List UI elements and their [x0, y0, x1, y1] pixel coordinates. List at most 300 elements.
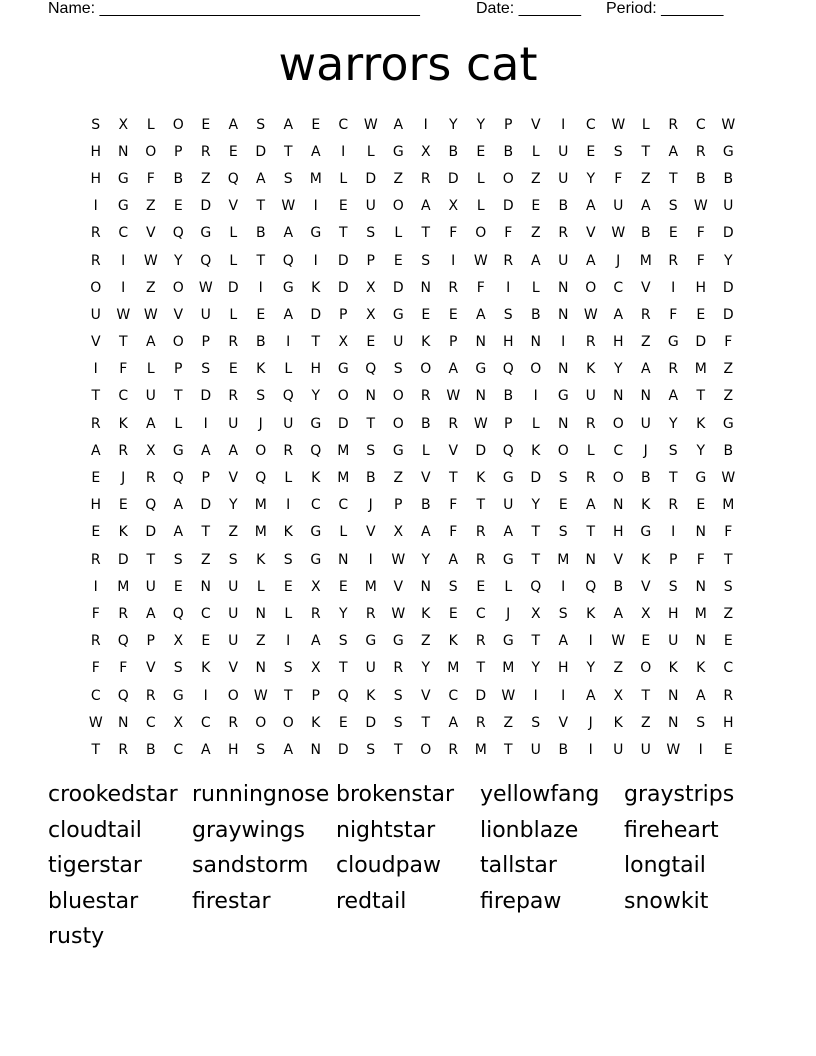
- grid-letter: A: [695, 687, 706, 704]
- grid-letter: I: [203, 415, 208, 432]
- grid-letter: T: [338, 660, 348, 677]
- grid-letter: O: [90, 279, 102, 296]
- grid-letter: Y: [173, 252, 183, 269]
- grid-letter: B: [640, 225, 651, 242]
- grid-letter: C: [613, 442, 624, 459]
- grid-letter: E: [338, 578, 348, 595]
- grid-letter: Q: [227, 170, 239, 187]
- grid-letter: F: [476, 279, 485, 296]
- grid-letter: E: [228, 143, 238, 160]
- grid-letter: W: [281, 198, 296, 215]
- grid-letter: C: [338, 497, 349, 514]
- grid-letter: M: [502, 660, 515, 677]
- grid-letter: R: [90, 252, 101, 269]
- grid-letter: R: [448, 415, 459, 432]
- grid-row: [82, 220, 742, 247]
- grid-letter: O: [475, 225, 487, 242]
- grid-letter: E: [531, 198, 541, 215]
- grid-letter: L: [284, 361, 293, 378]
- grid-letter: A: [283, 306, 294, 323]
- word-list-item: crookedstar: [48, 782, 178, 807]
- grid-letter: R: [228, 714, 239, 731]
- grid-letter: Z: [613, 660, 624, 677]
- grid-letter: R: [448, 741, 459, 758]
- grid-letter: A: [145, 605, 156, 622]
- grid-letter: L: [146, 116, 155, 133]
- word-list-item: firepaw: [480, 888, 562, 914]
- grid-letter: U: [530, 741, 541, 758]
- grid-letter: R: [283, 442, 294, 459]
- grid-letter: D: [227, 279, 239, 296]
- grid-letter: S: [421, 252, 431, 269]
- grid-letter: V: [365, 524, 376, 541]
- grid-letter: H: [90, 143, 102, 160]
- grid-letter: S: [201, 361, 211, 378]
- page-title: warrors cat: [278, 37, 538, 91]
- grid-letter: V: [613, 551, 624, 568]
- grid-letter: E: [476, 143, 486, 160]
- grid-letter: N: [255, 605, 266, 622]
- grid-letter: S: [283, 660, 293, 677]
- grid-letter: F: [724, 334, 733, 351]
- grid-letter: B: [420, 497, 431, 514]
- grid-letter: N: [420, 578, 431, 595]
- grid-letter: N: [695, 524, 706, 541]
- grid-letter: M: [117, 578, 130, 595]
- grid-letter: Y: [338, 605, 348, 622]
- word-list-item: runningnose: [192, 782, 330, 807]
- grid-letter: F: [696, 252, 705, 269]
- grid-letter: O: [337, 388, 349, 405]
- grid-letter: K: [476, 470, 486, 487]
- grid-letter: D: [502, 198, 514, 215]
- grid-letter: V: [585, 225, 596, 242]
- grid-letter: W: [88, 714, 103, 731]
- grid-letter: A: [145, 415, 156, 432]
- grid-letter: D: [200, 388, 212, 405]
- grid-letter: A: [475, 306, 486, 323]
- word-list-item: redtail: [336, 888, 407, 914]
- grid-letter: I: [561, 578, 566, 595]
- grid-letter: P: [174, 143, 183, 160]
- grid-letter: W: [253, 687, 268, 704]
- grid-letter: V: [420, 470, 431, 487]
- grid-letter: U: [585, 388, 596, 405]
- grid-letter: M: [447, 660, 460, 677]
- grid-letter: N: [338, 551, 349, 568]
- grid-letter: R: [475, 551, 486, 568]
- grid-letter: V: [558, 714, 569, 731]
- grid-row: [82, 383, 742, 410]
- grid-letter: E: [173, 578, 183, 595]
- grid-letter: K: [613, 714, 623, 731]
- grid-letter: F: [91, 660, 100, 677]
- grid-letter: Z: [723, 388, 734, 405]
- grid-letter: P: [669, 551, 678, 568]
- grid-letter: L: [476, 170, 485, 187]
- grid-letter: T: [283, 143, 293, 160]
- grid-letter: H: [502, 334, 514, 351]
- grid-letter: L: [531, 415, 540, 432]
- grid-letter: E: [228, 361, 238, 378]
- grid-letter: B: [255, 334, 266, 351]
- grid-letter: D: [310, 306, 322, 323]
- grid-letter: R: [90, 415, 101, 432]
- grid-letter: N: [613, 388, 624, 405]
- grid-letter: L: [339, 524, 348, 541]
- grid-letter: R: [145, 470, 156, 487]
- grid-letter: Q: [172, 605, 184, 622]
- grid-letter: W: [198, 279, 213, 296]
- grid-letter: I: [341, 143, 346, 160]
- grid-letter: I: [313, 252, 318, 269]
- grid-letter: I: [671, 279, 676, 296]
- grid-letter: Y: [531, 660, 541, 677]
- grid-row: [82, 437, 742, 464]
- grid-letter: G: [557, 388, 569, 405]
- grid-letter: L: [174, 415, 183, 432]
- grid-letter: N: [695, 578, 706, 595]
- grid-letter: D: [365, 714, 377, 731]
- grid-letter: X: [613, 687, 624, 704]
- grid-letter: A: [420, 198, 431, 215]
- grid-letter: L: [504, 578, 513, 595]
- grid-letter: O: [282, 714, 294, 731]
- grid-letter: W: [611, 225, 626, 242]
- grid-letter: E: [696, 306, 706, 323]
- grid-letter: V: [530, 116, 541, 133]
- grid-letter: L: [284, 605, 293, 622]
- grid-letter: L: [366, 143, 375, 160]
- grid-letter: N: [475, 334, 486, 351]
- grid-letter: B: [503, 143, 514, 160]
- grid-letter: R: [365, 605, 376, 622]
- grid-letter: R: [695, 143, 706, 160]
- grid-letter: J: [616, 252, 621, 269]
- grid-letter: F: [146, 170, 155, 187]
- grid-letter: F: [696, 551, 705, 568]
- grid-letter: X: [393, 524, 404, 541]
- grid-letter: Y: [448, 116, 458, 133]
- grid-letter: I: [698, 741, 703, 758]
- grid-letter: R: [90, 225, 101, 242]
- grid-letter: A: [228, 442, 239, 459]
- grid-letter: A: [420, 524, 431, 541]
- grid-letter: E: [173, 198, 183, 215]
- word-list-item: sandstorm: [192, 853, 309, 878]
- grid-letter: T: [201, 524, 211, 541]
- grid-letter: E: [118, 497, 128, 514]
- grid-letter: A: [585, 252, 596, 269]
- grid-letter: D: [365, 170, 377, 187]
- grid-letter: T: [421, 225, 431, 242]
- grid-letter: G: [502, 633, 514, 650]
- grid-letter: D: [145, 524, 157, 541]
- grid-letter: J: [643, 442, 648, 459]
- grid-letter: D: [475, 442, 487, 459]
- grid-letter: U: [90, 306, 101, 323]
- grid-letter: X: [173, 633, 184, 650]
- word-list-item: snowkit: [624, 888, 709, 914]
- grid-letter: A: [228, 116, 239, 133]
- grid-letter: S: [256, 116, 266, 133]
- grid-letter: E: [338, 714, 348, 731]
- grid-letter: B: [558, 741, 569, 758]
- grid-letter: V: [448, 442, 459, 459]
- grid-letter: T: [366, 415, 376, 432]
- grid-letter: Z: [420, 633, 431, 650]
- grid-letter: G: [722, 143, 734, 160]
- grid-letter: G: [337, 361, 349, 378]
- grid-letter: M: [474, 741, 487, 758]
- grid-letter: T: [586, 524, 596, 541]
- grid-letter: Y: [696, 442, 706, 459]
- period-field-label: Period: _______: [606, 0, 724, 17]
- grid-letter: N: [695, 633, 706, 650]
- grid-letter: K: [366, 687, 376, 704]
- grid-letter: T: [338, 225, 348, 242]
- grid-letter: Q: [117, 633, 129, 650]
- grid-row: [82, 410, 742, 437]
- grid-letter: H: [612, 334, 624, 351]
- grid-letter: R: [228, 334, 239, 351]
- grid-letter: T: [476, 660, 486, 677]
- grid-letter: M: [337, 470, 350, 487]
- grid-letter: D: [722, 279, 734, 296]
- grid-letter: R: [475, 633, 486, 650]
- grid-letter: B: [530, 306, 541, 323]
- grid-letter: R: [420, 170, 431, 187]
- grid-letter: D: [337, 415, 349, 432]
- grid-letter: S: [283, 170, 293, 187]
- grid-letter: K: [256, 551, 266, 568]
- grid-letter: U: [558, 170, 569, 187]
- grid-letter: W: [363, 116, 378, 133]
- grid-row: [82, 573, 742, 600]
- grid-letter: E: [366, 334, 376, 351]
- grid-letter: P: [201, 470, 210, 487]
- grid-letter: Q: [172, 225, 184, 242]
- grid-letter: T: [311, 334, 321, 351]
- grid-letter: R: [90, 633, 101, 650]
- grid-letter: W: [391, 605, 406, 622]
- grid-letter: T: [118, 334, 128, 351]
- grid-letter: H: [557, 660, 569, 677]
- grid-letter: T: [531, 524, 541, 541]
- grid-letter: U: [365, 198, 376, 215]
- grid-letter: C: [118, 388, 129, 405]
- grid-letter: F: [119, 660, 128, 677]
- grid-letter: I: [313, 198, 318, 215]
- word-list-item: longtail: [624, 853, 706, 878]
- grid-letter: L: [229, 306, 238, 323]
- grid-letter: G: [200, 225, 212, 242]
- grid-letter: S: [366, 442, 376, 459]
- grid-letter: C: [118, 225, 129, 242]
- grid-letter: U: [393, 334, 404, 351]
- grid-letter: G: [392, 442, 404, 459]
- grid-letter: C: [145, 714, 156, 731]
- grid-letter: X: [338, 334, 349, 351]
- grid-letter: J: [121, 470, 126, 487]
- grid-letter: A: [200, 741, 211, 758]
- grid-letter: W: [143, 252, 158, 269]
- grid-letter: T: [421, 714, 431, 731]
- grid-letter: I: [561, 687, 566, 704]
- grid-letter: A: [613, 306, 624, 323]
- grid-letter: L: [531, 279, 540, 296]
- grid-letter: P: [366, 252, 375, 269]
- grid-letter: X: [365, 279, 376, 296]
- grid-letter: R: [393, 660, 404, 677]
- grid-letter: D: [337, 252, 349, 269]
- grid-letter: K: [641, 497, 651, 514]
- grid-letter: Z: [228, 524, 239, 541]
- grid-letter: E: [723, 741, 733, 758]
- grid-letter: N: [558, 279, 569, 296]
- grid-letter: I: [588, 633, 593, 650]
- word-list-item: nightstar: [336, 817, 436, 843]
- grid-letter: B: [640, 470, 651, 487]
- grid-letter: S: [668, 198, 678, 215]
- grid-letter: R: [420, 388, 431, 405]
- grid-letter: L: [394, 225, 403, 242]
- grid-row: [82, 709, 742, 736]
- grid-letter: T: [668, 470, 678, 487]
- word-list-item: bluestar: [48, 888, 139, 914]
- grid-letter: O: [612, 470, 624, 487]
- grid-letter: U: [228, 415, 239, 432]
- grid-letter: D: [722, 306, 734, 323]
- word-list-item: cloudtail: [48, 817, 142, 843]
- grid-letter: G: [310, 415, 322, 432]
- grid-letter: Z: [640, 714, 651, 731]
- grid-letter: B: [255, 225, 266, 242]
- grid-letter: F: [614, 170, 623, 187]
- grid-letter: S: [393, 361, 403, 378]
- grid-letter: N: [668, 714, 679, 731]
- grid-letter: N: [255, 660, 266, 677]
- grid-letter: D: [447, 170, 459, 187]
- grid-letter: U: [723, 198, 734, 215]
- grid-letter: I: [506, 279, 511, 296]
- grid-letter: N: [558, 361, 569, 378]
- grid-letter: E: [393, 252, 403, 269]
- grid-letter: Z: [255, 633, 266, 650]
- grid-letter: L: [256, 578, 265, 595]
- word-list-item: cloudpaw: [336, 853, 442, 878]
- grid-letter: B: [613, 578, 624, 595]
- grid-letter: D: [475, 687, 487, 704]
- grid-letter: O: [255, 714, 267, 731]
- grid-letter: S: [393, 687, 403, 704]
- word-list-item: brokenstar: [336, 782, 455, 807]
- grid-letter: R: [640, 306, 651, 323]
- grid-letter: S: [696, 714, 706, 731]
- grid-letter: I: [286, 334, 291, 351]
- grid-letter: T: [256, 252, 266, 269]
- grid-row: [82, 519, 742, 546]
- grid-letter: D: [530, 470, 542, 487]
- grid-letter: N: [613, 497, 624, 514]
- grid-letter: W: [583, 306, 598, 323]
- grid-letter: G: [365, 633, 377, 650]
- grid-letter: O: [392, 415, 404, 432]
- grid-letter: S: [668, 578, 678, 595]
- grid-letter: S: [558, 470, 568, 487]
- grid-letter: J: [588, 714, 593, 731]
- grid-letter: Q: [255, 470, 267, 487]
- grid-letter: M: [337, 442, 350, 459]
- grid-letter: I: [588, 741, 593, 758]
- grid-letter: G: [172, 687, 184, 704]
- grid-letter: P: [449, 334, 458, 351]
- grid-letter: A: [448, 714, 459, 731]
- grid-letter: O: [640, 660, 652, 677]
- grid-letter: C: [200, 714, 211, 731]
- grid-letter: G: [117, 170, 129, 187]
- grid-letter: R: [585, 415, 596, 432]
- grid-letter: O: [392, 198, 404, 215]
- grid-letter: B: [420, 415, 431, 432]
- grid-letter: R: [668, 361, 679, 378]
- grid-letter: F: [449, 497, 458, 514]
- grid-row: [82, 464, 742, 491]
- grid-letter: N: [585, 551, 596, 568]
- grid-letter: Q: [145, 497, 157, 514]
- grid-letter: E: [338, 198, 348, 215]
- grid-letter: U: [503, 497, 514, 514]
- grid-letter: N: [640, 388, 651, 405]
- grid-letter: U: [613, 198, 624, 215]
- grid-letter: S: [338, 633, 348, 650]
- word-search-grid: [82, 111, 742, 764]
- grid-letter: Y: [476, 116, 486, 133]
- grid-letter: Q: [172, 470, 184, 487]
- grid-letter: M: [309, 170, 322, 187]
- grid-letter: S: [723, 578, 733, 595]
- grid-row: [82, 138, 742, 165]
- grid-row: [82, 111, 742, 138]
- grid-letter: E: [586, 143, 596, 160]
- grid-letter: A: [173, 497, 184, 514]
- grid-letter: C: [310, 497, 321, 514]
- grid-letter: A: [448, 361, 459, 378]
- grid-letter: A: [255, 170, 266, 187]
- grid-letter: G: [475, 361, 487, 378]
- grid-letter: D: [337, 279, 349, 296]
- grid-letter: R: [668, 497, 679, 514]
- grid-letter: R: [558, 225, 569, 242]
- grid-letter: M: [694, 361, 707, 378]
- grid-letter: P: [311, 687, 320, 704]
- grid-letter: X: [448, 198, 459, 215]
- grid-letter: E: [201, 116, 211, 133]
- grid-letter: I: [533, 687, 538, 704]
- grid-letter: W: [721, 470, 736, 487]
- grid-letter: N: [365, 388, 376, 405]
- grid-letter: A: [310, 143, 321, 160]
- grid-letter: E: [421, 306, 431, 323]
- grid-letter: B: [145, 741, 156, 758]
- grid-letter: U: [613, 741, 624, 758]
- grid-letter: Y: [421, 551, 431, 568]
- grid-letter: P: [146, 633, 155, 650]
- grid-letter: L: [476, 198, 485, 215]
- grid-letter: H: [695, 279, 707, 296]
- grid-letter: I: [93, 198, 98, 215]
- grid-letter: N: [200, 578, 211, 595]
